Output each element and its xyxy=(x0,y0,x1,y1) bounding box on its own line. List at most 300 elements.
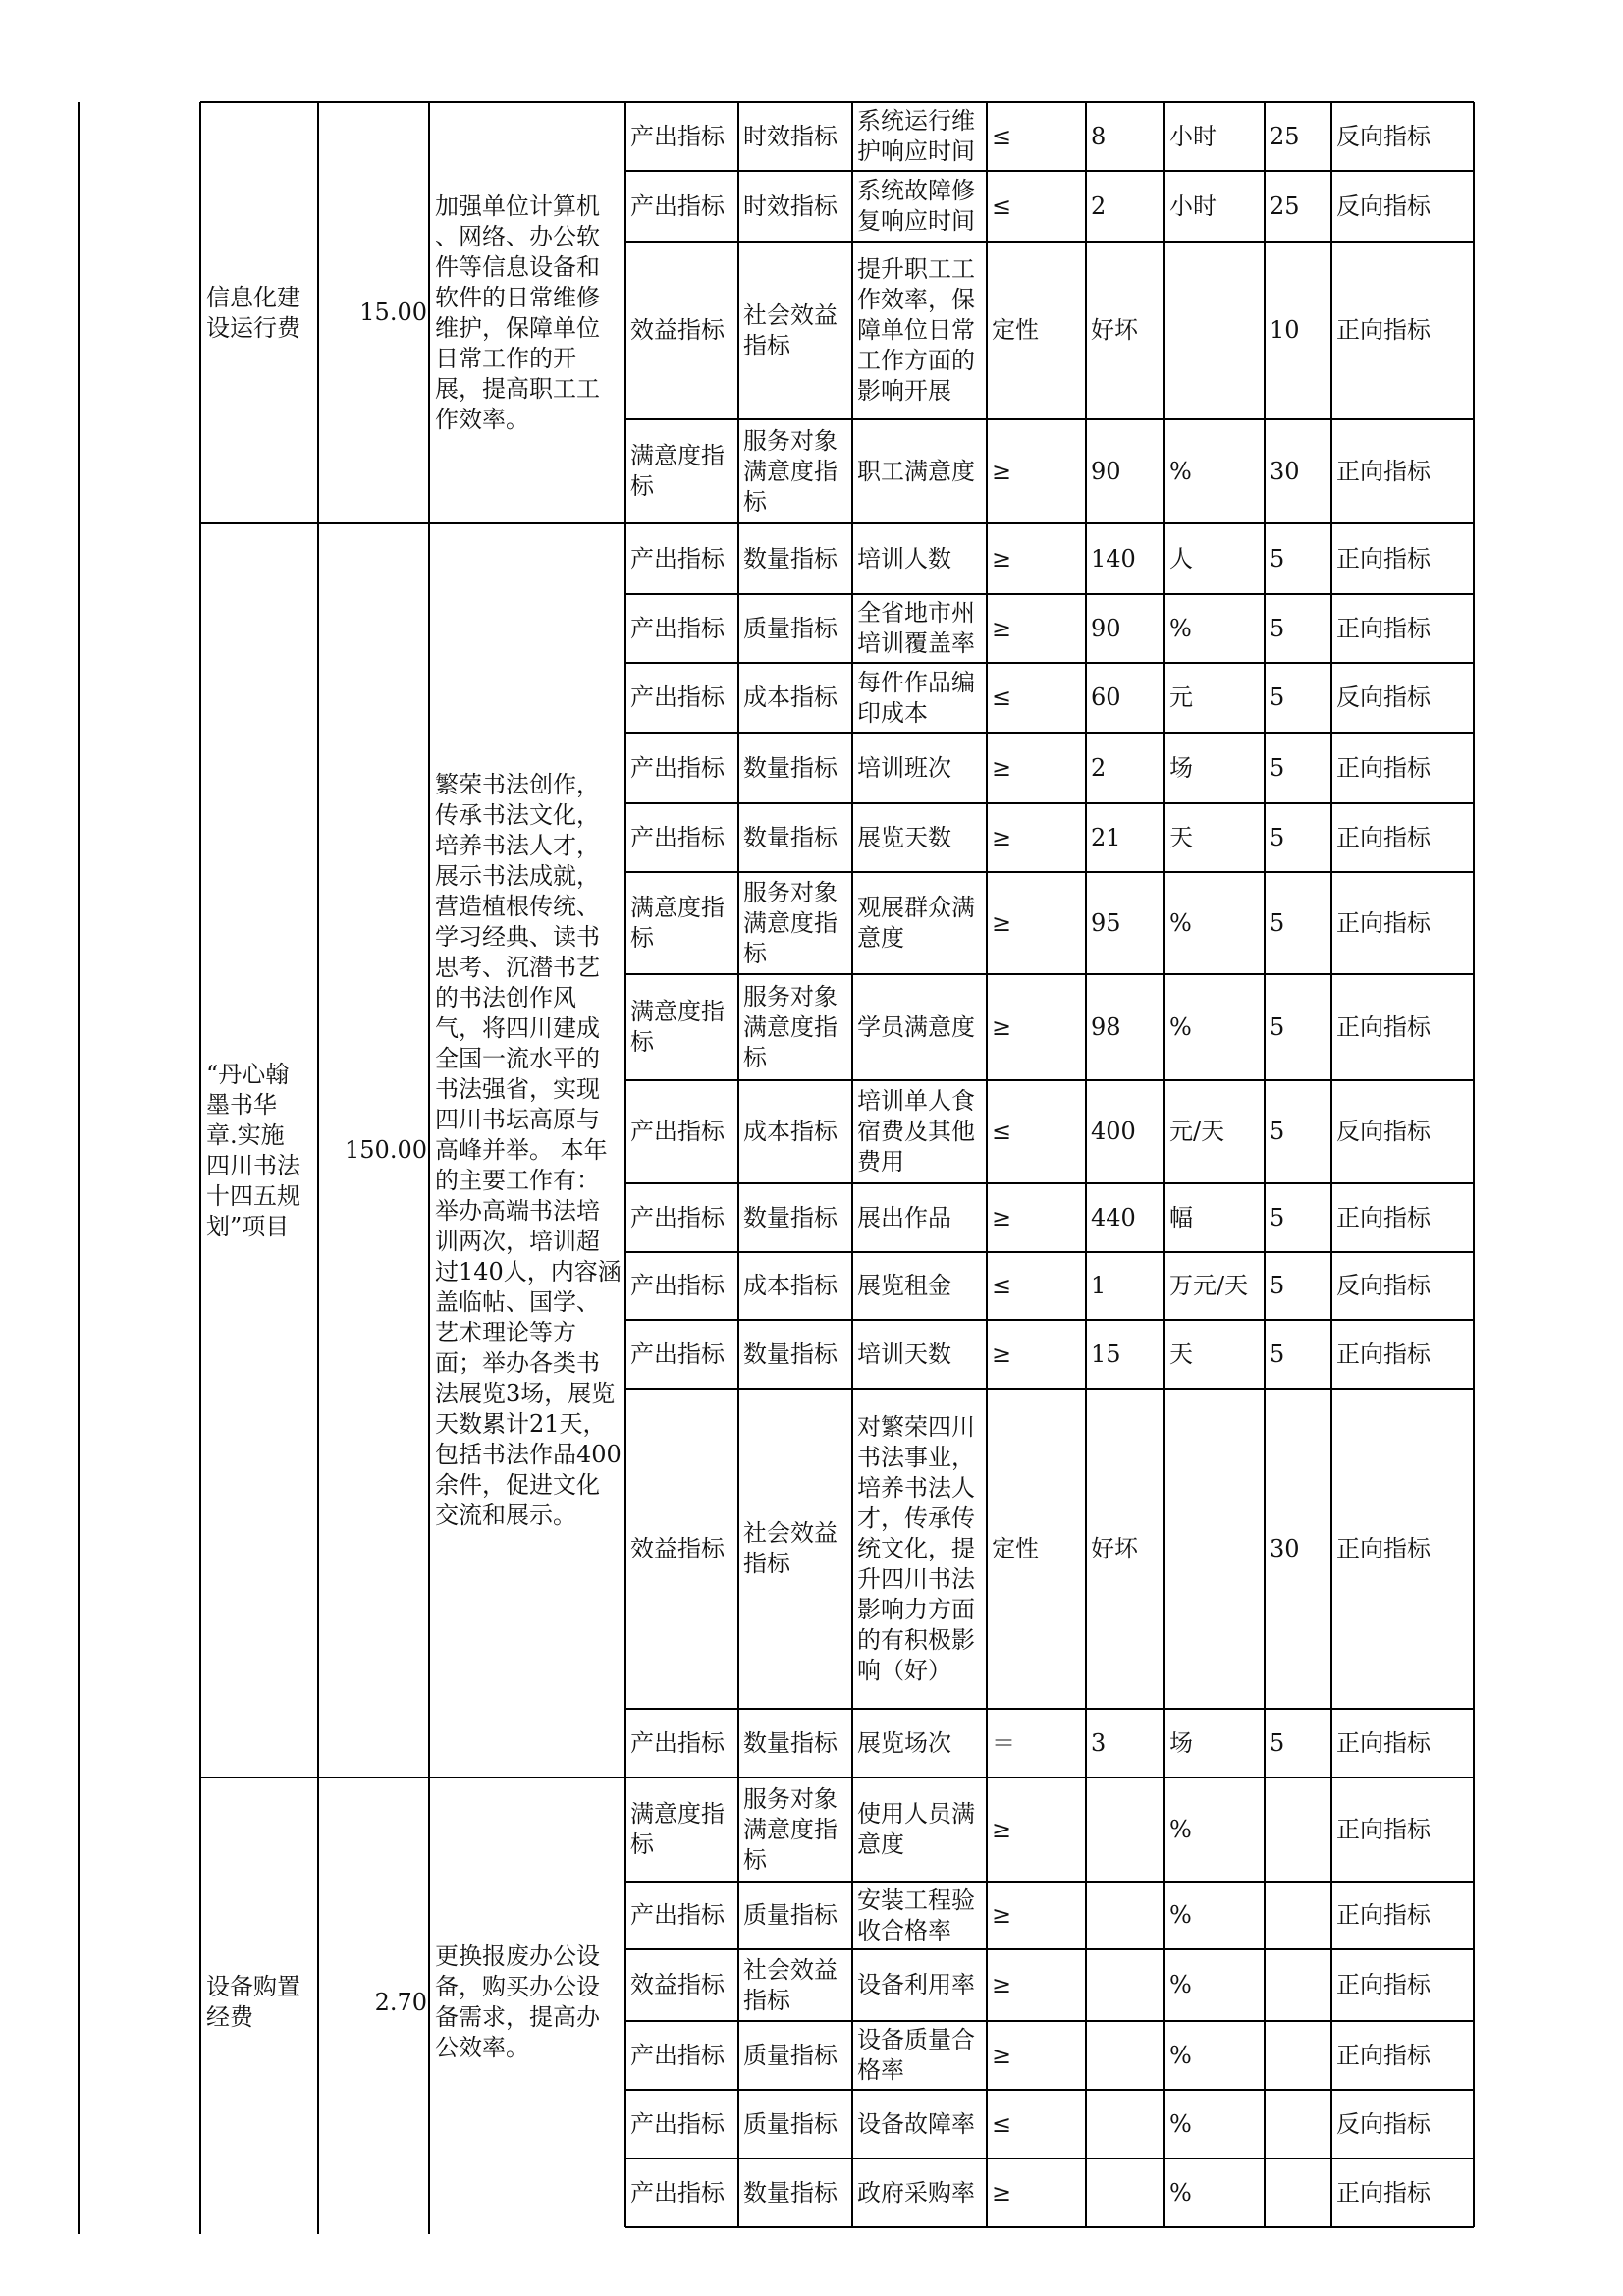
indicator-operator-cell xyxy=(992,1711,1083,1776)
project-name-1 xyxy=(206,523,316,1777)
indicator-operator-cell-text: ≤ xyxy=(992,1118,1012,1145)
indicator-level2-cell-text: 服务对象 满意度指 标 xyxy=(743,982,838,1071)
indicator-level1-cell xyxy=(630,805,735,870)
indicator-direction-cell-text: 反向指标 xyxy=(1336,191,1431,220)
indicator-weight-cell xyxy=(1270,173,1328,240)
indicator-weight-cell xyxy=(1270,976,1328,1078)
indicator-weight-cell-text: 5 xyxy=(1270,1118,1285,1145)
indicator-operator-cell xyxy=(992,2092,1083,2157)
indicator-target-cell xyxy=(1091,735,1162,801)
indicator-level2-cell xyxy=(743,1082,849,1181)
indicator-target-cell xyxy=(1091,525,1162,592)
indicator-weight-cell xyxy=(1270,1082,1328,1181)
indicator-target-cell xyxy=(1091,1185,1162,1250)
project-amount-1-text: 150.00 xyxy=(345,1136,427,1164)
indicator-unit-cell-text: % xyxy=(1169,2041,1192,2069)
indicator-weight-cell xyxy=(1270,874,1328,972)
project-amount-1 xyxy=(320,523,427,1777)
indicator-level3-cell-text: 职工满意度 xyxy=(857,457,975,485)
indicator-direction-cell xyxy=(1336,1082,1471,1181)
indicator-unit-cell xyxy=(1169,2160,1262,2225)
indicator-operator-cell xyxy=(992,1185,1083,1250)
indicator-unit-cell xyxy=(1169,976,1262,1078)
indicator-unit-cell xyxy=(1169,596,1262,661)
indicator-level2-cell xyxy=(743,1884,849,1947)
indicator-level2-cell-text: 数量指标 xyxy=(743,1728,838,1757)
indicator-direction-cell-text: 正向指标 xyxy=(1336,544,1431,573)
indicator-target-cell-text: 140 xyxy=(1091,544,1136,573)
indicator-level1-cell xyxy=(630,1322,735,1387)
indicator-unit-cell-text: % xyxy=(1169,614,1192,642)
indicator-direction-cell-text: 正向指标 xyxy=(1336,2041,1431,2069)
project-description-0-text: 加强单位计算机 、网络、办公软 件等信息设备和 软件的日常维修 维护，保障单位 日常工作的开 展，提高职工工 作效率。 xyxy=(435,191,600,433)
indicator-level1-cell-text: 产出指标 xyxy=(630,2109,725,2138)
indicator-unit-cell xyxy=(1169,1391,1262,1707)
indicator-operator-cell xyxy=(992,1322,1083,1387)
indicator-operator-cell xyxy=(992,1082,1083,1181)
indicator-weight-cell xyxy=(1270,665,1328,731)
indicator-operator-cell xyxy=(992,1254,1083,1318)
indicator-level2-cell xyxy=(743,596,849,661)
indicator-operator-cell-text: ≥ xyxy=(992,2178,1012,2207)
indicator-target-cell xyxy=(1091,665,1162,731)
indicator-weight-cell xyxy=(1270,596,1328,661)
indicator-target-cell-text: 2 xyxy=(1091,191,1107,220)
indicator-level3-cell xyxy=(857,2023,984,2088)
indicator-direction-cell xyxy=(1336,1185,1471,1250)
indicator-operator-cell-text: ≥ xyxy=(992,908,1012,937)
indicator-level1-cell-text: 满意度指 标 xyxy=(630,998,725,1056)
indicator-weight-cell-text: 5 xyxy=(1270,1728,1285,1757)
indicator-level2-cell-text: 质量指标 xyxy=(743,2041,838,2069)
indicator-weight-cell xyxy=(1270,1951,1328,2019)
indicator-operator-cell-text: ＝ xyxy=(992,1728,1015,1757)
indicator-level2-cell-text: 成本指标 xyxy=(743,1272,838,1299)
indicator-level1-cell-text: 产出指标 xyxy=(630,1901,725,1929)
indicator-direction-cell xyxy=(1336,976,1471,1078)
indicator-level2-cell-text: 数量指标 xyxy=(743,544,838,573)
indicator-unit-cell-text: % xyxy=(1169,2109,1192,2138)
indicator-level2-cell xyxy=(743,1951,849,2019)
indicator-weight-cell-text: 25 xyxy=(1270,191,1300,220)
indicator-level2-cell-text: 数量指标 xyxy=(743,753,838,782)
indicator-level3-cell-text: 系统故障修 复响应时间 xyxy=(857,177,975,235)
indicator-weight-cell-text: 5 xyxy=(1270,614,1285,642)
indicator-target-cell xyxy=(1091,1082,1162,1181)
indicator-direction-cell xyxy=(1336,1779,1471,1880)
project-name-0 xyxy=(206,102,316,523)
indicator-unit-cell-text: % xyxy=(1169,457,1192,485)
indicator-unit-cell-text: 万元/天 xyxy=(1169,1272,1249,1299)
indicator-unit-cell-text: % xyxy=(1169,1901,1192,1929)
indicator-operator-cell-text: ≥ xyxy=(992,544,1012,573)
indicator-target-cell xyxy=(1091,244,1162,417)
indicator-level2-cell-text: 数量指标 xyxy=(743,1339,838,1368)
indicator-level2-cell xyxy=(743,805,849,870)
indicator-level3-cell xyxy=(857,1884,984,1947)
indicator-direction-cell-text: 正向指标 xyxy=(1336,1012,1431,1041)
indicator-target-cell-text: 21 xyxy=(1091,823,1121,851)
indicator-level3-cell-text: 展览场次 xyxy=(857,1728,951,1757)
indicator-operator-cell xyxy=(992,104,1083,169)
indicator-target-cell xyxy=(1091,976,1162,1078)
indicator-level2-cell-text: 社会效益 指标 xyxy=(743,301,838,359)
indicator-level2-cell xyxy=(743,421,849,521)
indicator-direction-cell-text: 正向指标 xyxy=(1336,1534,1431,1562)
indicator-level2-cell-text: 质量指标 xyxy=(743,614,838,642)
indicator-unit-cell xyxy=(1169,805,1262,870)
indicator-operator-cell xyxy=(992,421,1083,521)
indicator-level1-cell-text: 产出指标 xyxy=(630,2041,725,2069)
indicator-operator-cell xyxy=(992,2160,1083,2225)
indicator-weight-cell xyxy=(1270,421,1328,521)
indicator-direction-cell-text: 正向指标 xyxy=(1336,614,1431,642)
project-amount-0-text: 15.00 xyxy=(359,299,427,326)
indicator-level3-cell xyxy=(857,665,984,731)
indicator-target-cell-text: 8 xyxy=(1091,122,1107,150)
indicator-unit-cell xyxy=(1169,1254,1262,1318)
indicator-level1-cell-text: 满意度指 标 xyxy=(630,442,725,500)
indicator-weight-cell-text: 5 xyxy=(1270,1339,1285,1368)
indicator-unit-cell-text: 小时 xyxy=(1169,122,1217,150)
indicator-level3-cell xyxy=(857,1779,984,1880)
indicator-level3-cell-text: 展览租金 xyxy=(857,1272,951,1299)
indicator-target-cell xyxy=(1091,104,1162,169)
indicator-operator-cell-text: ≥ xyxy=(992,1203,1012,1231)
indicator-level2-cell-text: 社会效益 指标 xyxy=(743,1955,838,2014)
indicator-level3-cell xyxy=(857,976,984,1078)
indicator-weight-cell-text: 10 xyxy=(1270,316,1300,344)
indicator-level2-cell xyxy=(743,874,849,972)
indicator-target-cell-text: 95 xyxy=(1091,908,1121,937)
indicator-level2-cell xyxy=(743,976,849,1078)
indicator-level1-cell xyxy=(630,1185,735,1250)
indicator-operator-cell xyxy=(992,874,1083,972)
indicator-level1-cell-text: 效益指标 xyxy=(630,1534,725,1562)
indicator-target-cell xyxy=(1091,2160,1162,2225)
indicator-level3-cell xyxy=(857,173,984,240)
indicator-target-cell xyxy=(1091,1951,1162,2019)
indicator-target-cell-text: 90 xyxy=(1091,614,1121,642)
indicator-level2-cell xyxy=(743,244,849,417)
indicator-level1-cell xyxy=(630,244,735,417)
indicator-operator-cell-text: ≥ xyxy=(992,614,1012,642)
indicator-direction-cell xyxy=(1336,665,1471,731)
indicator-level3-cell xyxy=(857,1082,984,1181)
indicator-unit-cell xyxy=(1169,173,1262,240)
project-name-2-text: 设备购置 经费 xyxy=(206,1973,300,2031)
indicator-operator-cell-text: ≥ xyxy=(992,1901,1012,1929)
indicator-unit-cell xyxy=(1169,244,1262,417)
indicator-level3-cell xyxy=(857,1391,984,1707)
project-amount-2 xyxy=(320,1777,427,2227)
indicator-weight-cell-text: 5 xyxy=(1270,683,1285,711)
indicator-level3-cell xyxy=(857,874,984,972)
indicator-direction-cell xyxy=(1336,173,1471,240)
indicator-weight-cell-text: 5 xyxy=(1270,823,1285,851)
indicator-level1-cell-text: 满意度指 标 xyxy=(630,1800,725,1858)
indicator-operator-cell-text: 定性 xyxy=(992,1534,1039,1562)
indicator-unit-cell-text: 场 xyxy=(1169,753,1193,782)
indicator-operator-cell-text: ≥ xyxy=(992,1971,1012,1998)
project-description-2 xyxy=(435,1777,622,2227)
indicator-level3-cell-text: 提升职工工 作效率，保 障单位日常 工作方面的 影响开展 xyxy=(857,255,975,405)
indicator-operator-cell xyxy=(992,596,1083,661)
indicator-level3-cell-text: 安装工程验 收合格率 xyxy=(857,1886,975,1944)
indicator-level1-cell-text: 产出指标 xyxy=(630,683,725,711)
indicator-level1-cell-text: 产出指标 xyxy=(630,1203,725,1231)
indicator-level1-cell xyxy=(630,1082,735,1181)
indicator-target-cell-text: 90 xyxy=(1091,457,1121,485)
indicator-level1-cell xyxy=(630,525,735,592)
indicator-level3-cell xyxy=(857,104,984,169)
indicator-level2-cell xyxy=(743,1185,849,1250)
indicator-weight-cell xyxy=(1270,2092,1328,2157)
indicator-operator-cell xyxy=(992,244,1083,417)
indicator-operator-cell xyxy=(992,665,1083,731)
indicator-unit-cell xyxy=(1169,665,1262,731)
indicator-operator-cell-text: ≥ xyxy=(992,753,1012,782)
indicator-direction-cell xyxy=(1336,1391,1471,1707)
indicator-operator-cell-text: ≤ xyxy=(992,2109,1012,2138)
indicator-level3-cell xyxy=(857,1951,984,2019)
indicator-operator-cell-text: ≤ xyxy=(992,683,1012,711)
indicator-level3-cell-text: 培训班次 xyxy=(857,753,951,782)
indicator-target-cell xyxy=(1091,1779,1162,1880)
indicator-weight-cell xyxy=(1270,525,1328,592)
indicator-weight-cell-text: 5 xyxy=(1270,753,1285,782)
indicator-unit-cell-text: % xyxy=(1169,908,1192,937)
indicator-direction-cell-text: 正向指标 xyxy=(1336,316,1431,344)
indicator-unit-cell-text: % xyxy=(1169,1971,1192,1998)
indicator-weight-cell xyxy=(1270,104,1328,169)
indicator-level2-cell xyxy=(743,1322,849,1387)
indicator-operator-cell xyxy=(992,976,1083,1078)
indicator-direction-cell-text: 反向指标 xyxy=(1336,2109,1431,2138)
indicator-weight-cell xyxy=(1270,1884,1328,1947)
indicator-target-cell-text: 15 xyxy=(1091,1339,1121,1368)
project-amount-2-text: 2.70 xyxy=(374,1988,427,2016)
indicator-level2-cell xyxy=(743,525,849,592)
indicator-unit-cell-text: % xyxy=(1169,2178,1192,2207)
indicator-direction-cell xyxy=(1336,421,1471,521)
indicator-direction-cell-text: 正向指标 xyxy=(1336,457,1431,485)
project-name-0-text: 信息化建 设运行费 xyxy=(206,283,300,342)
indicator-level3-cell-text: 展览天数 xyxy=(857,823,951,851)
indicator-direction-cell xyxy=(1336,735,1471,801)
indicator-level2-cell-text: 服务对象 满意度指 标 xyxy=(743,426,838,516)
indicator-target-cell xyxy=(1091,805,1162,870)
indicator-level1-cell xyxy=(630,1951,735,2019)
indicator-unit-cell-text: 人 xyxy=(1169,544,1193,573)
indicator-level3-cell xyxy=(857,1322,984,1387)
indicator-level3-cell-text: 培训单人食 宿费及其他 费用 xyxy=(857,1087,975,1175)
indicator-direction-cell xyxy=(1336,2092,1471,2157)
indicator-weight-cell xyxy=(1270,1322,1328,1387)
indicator-level2-cell xyxy=(743,1391,849,1707)
indicator-direction-cell xyxy=(1336,104,1471,169)
indicator-level1-cell-text: 产出指标 xyxy=(630,753,725,782)
indicator-operator-cell-text: ≥ xyxy=(992,2041,1012,2069)
indicator-level1-cell xyxy=(630,665,735,731)
indicator-weight-cell xyxy=(1270,1779,1328,1880)
indicator-weight-cell xyxy=(1270,1254,1328,1318)
indicator-operator-cell-text: 定性 xyxy=(992,316,1039,344)
indicator-weight-cell xyxy=(1270,805,1328,870)
indicator-level3-cell xyxy=(857,805,984,870)
indicator-operator-cell xyxy=(992,173,1083,240)
indicator-level1-cell xyxy=(630,1884,735,1947)
indicator-operator-cell-text: ≥ xyxy=(992,823,1012,851)
project-amount-0 xyxy=(320,102,427,523)
indicator-direction-cell xyxy=(1336,2023,1471,2088)
indicator-weight-cell-text: 5 xyxy=(1270,544,1285,573)
indicator-level1-cell xyxy=(630,173,735,240)
indicator-operator-cell-text: ≥ xyxy=(992,1012,1012,1041)
indicator-direction-cell-text: 正向指标 xyxy=(1336,753,1431,782)
indicator-direction-cell xyxy=(1336,805,1471,870)
indicator-direction-cell xyxy=(1336,525,1471,592)
indicator-level3-cell-text: 培训天数 xyxy=(857,1339,951,1368)
indicator-weight-cell-text: 5 xyxy=(1270,1272,1285,1299)
indicator-operator-cell-text: ≥ xyxy=(992,1339,1012,1368)
indicator-unit-cell-text: 元 xyxy=(1169,683,1193,711)
indicator-level3-cell xyxy=(857,1185,984,1250)
indicator-direction-cell xyxy=(1336,596,1471,661)
indicator-direction-cell xyxy=(1336,1254,1471,1318)
indicator-level2-cell-text: 质量指标 xyxy=(743,1901,838,1929)
indicator-weight-cell-text: 5 xyxy=(1270,1012,1285,1041)
indicator-weight-cell xyxy=(1270,1185,1328,1250)
indicator-level3-cell-text: 设备利用率 xyxy=(857,1971,975,1998)
indicator-operator-cell xyxy=(992,525,1083,592)
indicator-level1-cell-text: 产出指标 xyxy=(630,614,725,642)
indicator-unit-cell xyxy=(1169,1951,1262,2019)
indicator-level2-cell xyxy=(743,665,849,731)
indicator-level3-cell-text: 设备故障率 xyxy=(857,2109,975,2138)
indicator-operator-cell-text: ≤ xyxy=(992,1272,1012,1299)
indicator-level3-cell xyxy=(857,244,984,417)
indicator-target-cell xyxy=(1091,1391,1162,1707)
indicator-unit-cell-text: % xyxy=(1169,1012,1192,1041)
indicator-level1-cell-text: 产出指标 xyxy=(630,191,725,220)
indicator-level3-cell-text: 系统运行维 护响应时间 xyxy=(857,107,975,165)
indicator-unit-cell xyxy=(1169,2092,1262,2157)
indicator-target-cell xyxy=(1091,2092,1162,2157)
indicator-level3-cell-text: 对繁荣四川 书法事业， 培养书法人 才，传承传 统文化，提 升四川书法 影响力方面 的有积极影 响（好） xyxy=(857,1412,975,1684)
indicator-direction-cell-text: 正向指标 xyxy=(1336,908,1431,937)
indicator-target-cell xyxy=(1091,874,1162,972)
indicator-level2-cell xyxy=(743,1254,849,1318)
indicator-direction-cell xyxy=(1336,2160,1471,2225)
indicator-level2-cell xyxy=(743,2092,849,2157)
indicator-direction-cell-text: 正向指标 xyxy=(1336,1815,1431,1843)
indicator-unit-cell xyxy=(1169,104,1262,169)
indicator-level1-cell-text: 产出指标 xyxy=(630,823,725,851)
indicator-level2-cell-text: 时效指标 xyxy=(743,191,838,220)
indicator-level3-cell-text: 每件作品编 印成本 xyxy=(857,668,975,727)
indicator-level1-cell xyxy=(630,421,735,521)
indicator-target-cell xyxy=(1091,1254,1162,1318)
indicator-direction-cell xyxy=(1336,874,1471,972)
indicator-direction-cell-text: 反向指标 xyxy=(1336,1118,1431,1145)
indicator-weight-cell xyxy=(1270,1711,1328,1776)
indicator-level2-cell xyxy=(743,173,849,240)
indicator-level3-cell xyxy=(857,421,984,521)
indicator-level1-cell xyxy=(630,1779,735,1880)
indicator-level1-cell-text: 产出指标 xyxy=(630,2178,725,2207)
indicator-level3-cell xyxy=(857,596,984,661)
indicator-unit-cell xyxy=(1169,2023,1262,2088)
indicator-operator-cell xyxy=(992,805,1083,870)
indicator-target-cell-text: 98 xyxy=(1091,1012,1121,1041)
indicator-level1-cell xyxy=(630,2160,735,2225)
indicator-unit-cell-text: 场 xyxy=(1169,1728,1193,1757)
project-description-0 xyxy=(435,102,622,523)
indicator-level1-cell-text: 产出指标 xyxy=(630,1272,725,1299)
indicator-unit-cell xyxy=(1169,1322,1262,1387)
indicator-level3-cell xyxy=(857,1254,984,1318)
indicator-level1-cell xyxy=(630,1391,735,1707)
indicator-level1-cell xyxy=(630,735,735,801)
indicator-target-cell xyxy=(1091,1322,1162,1387)
indicator-level1-cell xyxy=(630,2092,735,2157)
indicator-direction-cell xyxy=(1336,1322,1471,1387)
indicator-level2-cell-text: 成本指标 xyxy=(743,1118,838,1145)
indicator-unit-cell-text: 幅 xyxy=(1169,1203,1193,1231)
indicator-unit-cell xyxy=(1169,1082,1262,1181)
indicator-weight-cell xyxy=(1270,735,1328,801)
indicator-operator-cell-text: ≥ xyxy=(992,1815,1012,1843)
indicator-level1-cell-text: 满意度指 标 xyxy=(630,894,725,952)
indicator-target-cell-text: 1 xyxy=(1091,1272,1107,1299)
indicator-operator-cell xyxy=(992,1884,1083,1947)
indicator-level2-cell xyxy=(743,735,849,801)
indicator-level2-cell-text: 服务对象 满意度指 标 xyxy=(743,878,838,967)
indicator-direction-cell-text: 反向指标 xyxy=(1336,1272,1431,1299)
indicator-unit-cell xyxy=(1169,1779,1262,1880)
indicator-operator-cell-text: ≤ xyxy=(992,122,1012,150)
indicator-level2-cell-text: 时效指标 xyxy=(743,122,838,150)
indicator-target-cell xyxy=(1091,173,1162,240)
indicator-weight-cell xyxy=(1270,1391,1328,1707)
indicator-level3-cell-text: 政府采购率 xyxy=(857,2178,975,2207)
indicator-level1-cell-text: 产出指标 xyxy=(630,1118,725,1145)
indicator-level2-cell-text: 数量指标 xyxy=(743,1203,838,1231)
indicator-direction-cell xyxy=(1336,1884,1471,1947)
indicator-operator-cell xyxy=(992,735,1083,801)
indicator-target-cell xyxy=(1091,596,1162,661)
indicator-level1-cell xyxy=(630,596,735,661)
indicator-unit-cell xyxy=(1169,735,1262,801)
indicator-level1-cell-text: 产出指标 xyxy=(630,1728,725,1757)
indicator-level2-cell xyxy=(743,2023,849,2088)
indicator-weight-cell-text: 25 xyxy=(1270,122,1300,150)
indicator-operator-cell xyxy=(992,1779,1083,1880)
indicator-unit-cell-text: 天 xyxy=(1169,823,1193,851)
indicator-level3-cell-text: 培训人数 xyxy=(857,544,951,573)
indicator-level2-cell xyxy=(743,104,849,169)
indicator-level1-cell-text: 产出指标 xyxy=(630,122,725,150)
indicator-operator-cell xyxy=(992,2023,1083,2088)
indicator-level3-cell xyxy=(857,735,984,801)
indicator-target-cell xyxy=(1091,2023,1162,2088)
indicator-level3-cell-text: 全省地市州 培训覆盖率 xyxy=(857,599,975,657)
indicator-unit-cell xyxy=(1169,1711,1262,1776)
indicator-target-cell xyxy=(1091,1711,1162,1776)
indicator-level1-cell xyxy=(630,2023,735,2088)
project-description-1 xyxy=(435,523,622,1777)
